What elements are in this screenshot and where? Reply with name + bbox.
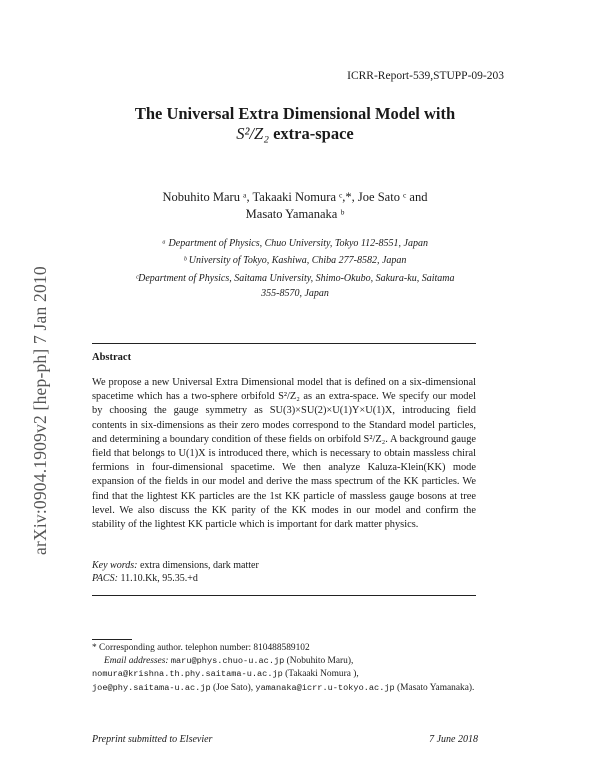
email-name-maru: (Nobuhito Maru), <box>284 656 354 667</box>
keywords-value: extra dimensions, dark matter <box>137 560 259 571</box>
pacs-value: 11.10.Kk, 95.35.+d <box>117 573 198 584</box>
title-math: S²/Z₂ <box>236 124 269 143</box>
footnote-rule <box>92 639 132 640</box>
abstract-body: We propose a new Universal Extra Dimensional model that is defined on a six-dimensional spacetime which has a two-sphere orbifold S²/Z₂ as an extra-space. We specify our model by choosing the gauge symmetry as SU(3)×SU(2)×U(1)Y×U(1)X, introducing field contents in six-dimensions as their zero modes correspond to the Standard model particles, and determining a boundary condition of these fields on orbifold S²/Z₂. A background gauge field that belongs to U(1)X is introduced there, which is necessary to obtain massless chiral fermions in four-dimensional spacetime. We then analyze Kaluza-Klein(KK) mode expansion of the fields in our model and derive the mass spectrum of the KK particles. We find that the lightest KK particles are the 1st KK particle of massless gauge bosons at tree level. We also discuss the KK parity of the KK modes in our model and confirm the stability of the lightest KK particle which is important for dark matter physics. <box>92 377 476 531</box>
affiliation-a: ᵃ Department of Physics, Chuo University, Tokyo 112-8551, Japan <box>162 238 428 249</box>
authors-line1: Nobuhito Maru ᵃ, Takaaki Nomura ᶜ,*, Joe Sato ᶜ and <box>162 190 428 204</box>
report-number: ICRR-Report-539,STUPP-09-203 <box>347 70 504 82</box>
footer-date: 7 June 2018 <box>429 734 478 745</box>
title-text: extra-space <box>268 124 354 143</box>
arxiv-identifier: arXiv:0904.1909v2 [hep-ph] 7 Jan 2010 <box>30 266 50 555</box>
paper-title-line2 <box>80 124 510 144</box>
email-name-sato: (Joe Sato), <box>210 682 256 693</box>
email-name-yamanaka: (Masato Yamanaka). <box>394 682 475 693</box>
affiliation-c: ᶜDepartment of Physics, Saitama University, Shimo-Okubo, Sakura-ku, Saitama <box>135 273 455 284</box>
email-link-sato[interactable]: joe@phy.saitama-u.ac.jp <box>92 682 211 693</box>
footnote-block <box>92 642 476 695</box>
footnote-email-line3 <box>92 682 476 695</box>
pacs-label: PACS: <box>92 573 118 584</box>
paper-title-line1: The Universal Extra Dimensional Model with <box>134 104 456 123</box>
email-label: Email addresses: <box>104 656 169 667</box>
email-link-nomura[interactable]: nomura@krishna.th.phy.saitama-u.ac.jp <box>92 669 283 680</box>
footnote-email-line1 <box>92 655 476 668</box>
footnote-corresponding: * Corresponding author. telephon number: 810488589102 <box>92 643 310 653</box>
authors-line2: Masato Yamanaka ᵇ <box>245 207 345 221</box>
footnote-email-line2 <box>92 668 476 681</box>
pacs <box>92 573 198 584</box>
email-link-maru[interactable]: maru@phys.chuo-u.ac.jp <box>170 656 285 667</box>
affiliation-b: ᵇ University of Tokyo, Kashiwa, Chiba 277-8582, Japan <box>183 255 407 266</box>
keywords-label: Key words: <box>92 560 138 571</box>
abstract-top-rule <box>92 343 476 344</box>
footer-preprint: Preprint submitted to Elsevier <box>92 734 213 745</box>
abstract-heading: Abstract <box>92 352 132 363</box>
affiliation-c-cont: 355-8570, Japan <box>261 288 329 299</box>
email-link-yamanaka[interactable]: yamanaka@icrr.u-tokyo.ac.jp <box>255 682 395 693</box>
abstract-bottom-rule <box>92 595 476 596</box>
email-name-nomura: (Takaaki Nomura ), <box>282 669 359 680</box>
keywords <box>92 560 259 571</box>
